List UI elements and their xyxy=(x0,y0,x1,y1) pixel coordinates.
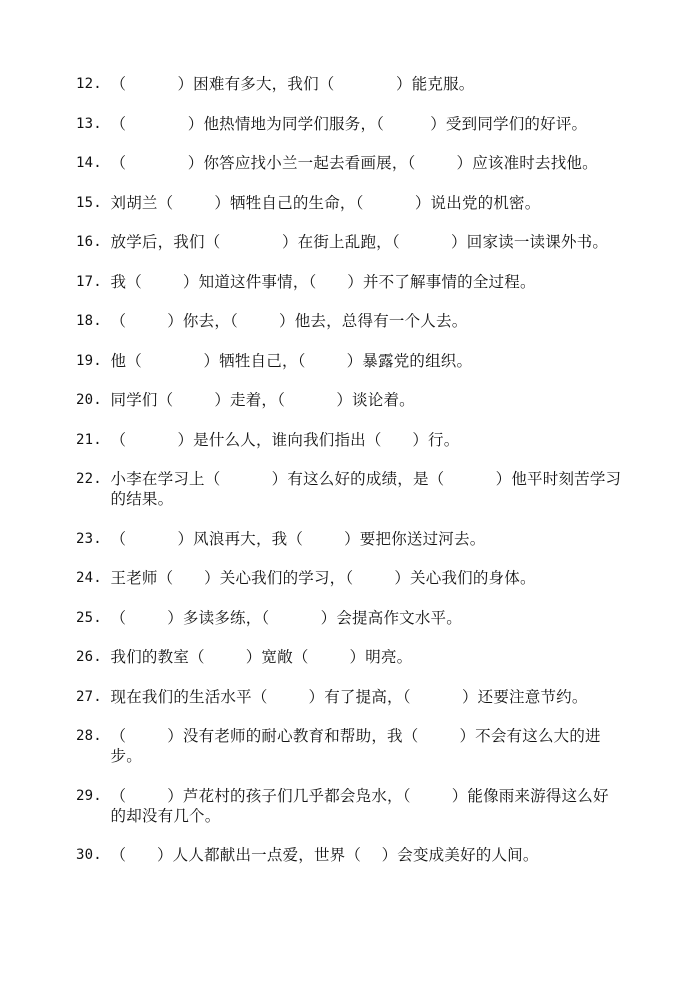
exercise-item-25 xyxy=(76,608,624,628)
exercise-number: 22. xyxy=(76,471,111,487)
exercise-item-20 xyxy=(76,390,624,410)
worksheet-body xyxy=(76,74,624,885)
exercise-text: 他（ ）牺牲自己，（ ）暴露党的组织。 xyxy=(110,351,473,370)
exercise-text: （ ）是什么人，谁向我们指出（ ）行。 xyxy=(110,430,460,449)
exercise-item-23 xyxy=(76,529,624,549)
exercise-text: 现在我们的生活水平（ ）有了提高，（ ）还要注意节约。 xyxy=(110,687,588,706)
exercise-number: 16. xyxy=(76,234,111,250)
exercise-item-15 xyxy=(76,193,624,213)
exercise-text: （ ）人人都献出一点爱，世界（ ）会变成美好的人间。 xyxy=(110,846,539,864)
exercise-number: 23. xyxy=(76,530,111,547)
exercise-item-27 xyxy=(76,687,624,707)
exercise-number: 15. xyxy=(76,194,111,211)
exercise-item-12 xyxy=(76,74,624,94)
exercise-text: 放学后，我们（ ）在街上乱跑，（ ）回家读一读课外书。 xyxy=(110,233,609,251)
exercise-number: 13. xyxy=(76,115,111,132)
exercise-number: 25. xyxy=(76,609,111,626)
exercise-text: （ ）他热情地为同学们服务，（ ）受到同学们的好评。 xyxy=(110,114,588,133)
exercise-number: 18. xyxy=(76,313,111,329)
exercise-item-14 xyxy=(76,153,624,173)
exercise-item-18 xyxy=(76,311,624,331)
exercise-item-21 xyxy=(76,430,624,450)
exercise-text: （ ）风浪再大，我（ ）要把你送过河去。 xyxy=(110,529,486,548)
exercise-number: 19. xyxy=(76,352,111,369)
exercise-text: （ ）你去，（ ）他去，总得有一个人去。 xyxy=(110,312,468,330)
exercise-item-24 xyxy=(76,568,624,588)
exercise-item-22 xyxy=(76,469,624,509)
exercise-item-28 xyxy=(76,726,624,766)
exercise-text: 小李在学习上（ ）有这么好的成绩，是（ ）他平时刻苦学习的结果。 xyxy=(110,470,622,508)
exercise-number: 21. xyxy=(76,431,111,448)
exercise-text: （ ）芦花村的孩子们几乎都会凫水，（ ）能像雨来游得这么好的却没有几个。 xyxy=(110,786,609,825)
exercise-text: （ ）困难有多大，我们（ ）能克服。 xyxy=(110,75,475,93)
exercise-number: 14. xyxy=(76,155,111,171)
exercise-item-29 xyxy=(76,786,624,826)
exercise-text: 我们的教室（ ）宽敞（ ）明亮。 xyxy=(110,648,413,666)
exercise-text: 同学们（ ）走着，（ ）谈论着。 xyxy=(110,391,415,409)
exercise-text: （ ）你答应找小兰一起去看画展，（ ）应该准时去找他。 xyxy=(110,154,598,172)
exercise-number: 12. xyxy=(76,76,111,92)
exercise-number: 27. xyxy=(76,688,111,705)
exercise-number: 26. xyxy=(76,649,111,665)
exercise-number: 17. xyxy=(76,273,111,290)
exercise-text: （ ）没有老师的耐心教育和帮助，我（ ）不会有这么大的进步。 xyxy=(110,727,601,765)
exercise-item-17 xyxy=(76,272,624,292)
exercise-item-16 xyxy=(76,232,624,252)
exercise-number: 20. xyxy=(76,392,111,408)
exercise-item-13 xyxy=(76,114,624,134)
exercise-number: 29. xyxy=(76,787,111,804)
exercise-text: （ ）多读多练，（ ）会提高作文水平。 xyxy=(110,608,462,627)
exercise-number: 28. xyxy=(76,728,111,744)
exercise-number: 30. xyxy=(76,847,111,863)
exercise-text: 刘胡兰（ ）牺牲自己的生命，（ ）说出党的机密。 xyxy=(110,193,541,212)
exercise-item-30 xyxy=(76,845,624,865)
exercise-item-19 xyxy=(76,351,624,371)
exercise-item-26 xyxy=(76,647,624,667)
exercise-text: 王老师（ ）关心我们的学习，（ ）关心我们的身体。 xyxy=(110,569,536,587)
exercise-text: 我（ ）知道这件事情，（ ）并不了解事情的全过程。 xyxy=(110,272,536,291)
exercise-number: 24. xyxy=(76,570,111,586)
